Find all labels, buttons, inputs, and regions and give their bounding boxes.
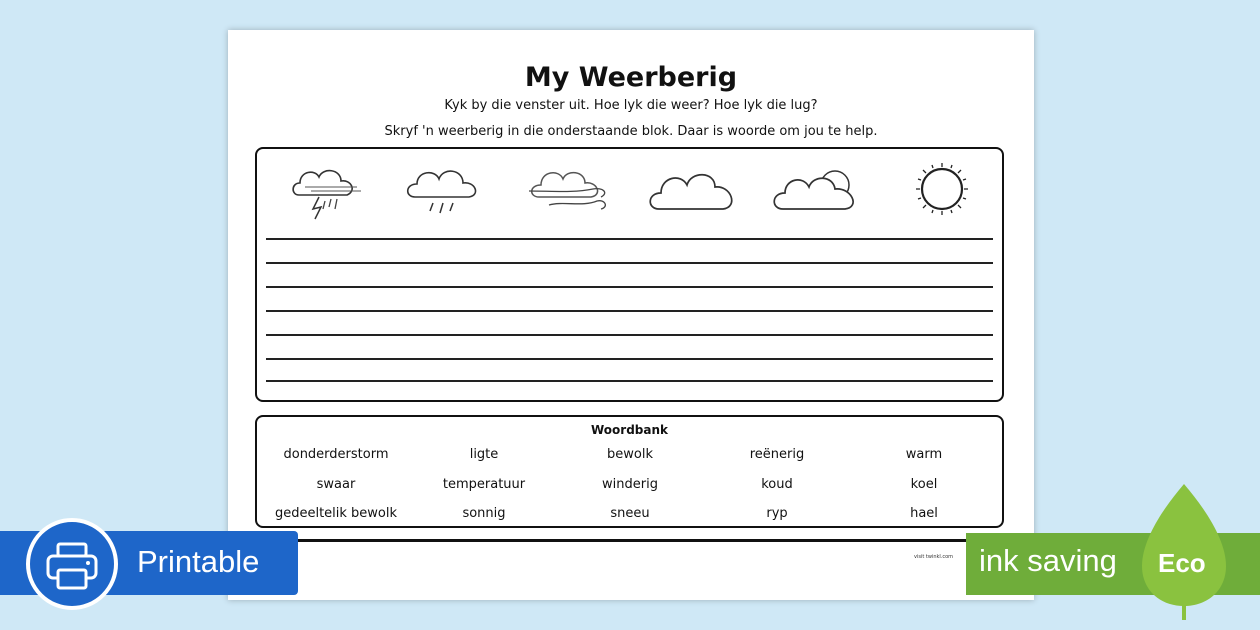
word-bank-word: ligte: [469, 447, 499, 462]
instruction-line-1: Kyk by die venster uit. Hoe lyk die weer? Hoe lyk die lug?: [444, 98, 818, 113]
storm-cloud-icon: [285, 157, 375, 227]
word-bank-title: Woordbank: [590, 423, 668, 437]
word-bank-word: ryp: [766, 506, 788, 521]
word-bank-word: sonnig: [462, 506, 506, 521]
ink-saving-label: ink saving: [979, 543, 1117, 578]
sun-behind-cloud-icon: [769, 157, 869, 227]
rain-cloud-icon: [403, 157, 493, 227]
weather-report-box: [255, 147, 1004, 402]
writing-line: [266, 286, 993, 288]
writing-line: [266, 262, 993, 264]
word-bank-word: bewolk: [607, 447, 653, 462]
word-bank-word: gedeeltelik bewolk: [274, 506, 398, 521]
writing-line: [266, 238, 993, 240]
writing-line: [266, 380, 993, 382]
writing-line: [266, 358, 993, 360]
printer-icon: [46, 542, 98, 590]
word-bank-word: temperatuur: [442, 477, 526, 492]
worksheet-title: My Weerberig: [524, 62, 738, 93]
instruction-line-2: Skryf 'n weerberig in die onderstaande blok. Daar is woorde om jou te help.: [384, 124, 878, 139]
word-bank-word: hael: [910, 506, 938, 521]
word-bank-word: sneeu: [610, 506, 650, 521]
footer-rule: [258, 539, 1004, 542]
writing-line: [266, 334, 993, 336]
word-bank-word: koud: [761, 477, 793, 492]
worksheet-page: [228, 30, 1034, 600]
eco-label: Eco: [1158, 548, 1206, 578]
word-bank-word: winderig: [602, 477, 658, 492]
word-bank-word: swaar: [316, 477, 356, 492]
word-bank-word: reënerig: [749, 447, 805, 462]
writing-line: [266, 310, 993, 312]
word-bank: [255, 415, 1004, 528]
footer-text: visit twinkl.com: [914, 554, 954, 560]
printable-label: Printable: [137, 544, 260, 579]
word-bank-word: donderderstorm: [283, 447, 389, 462]
weather-icon-row: [257, 157, 1002, 227]
word-bank-word: koel: [910, 477, 938, 492]
sun-icon: [907, 157, 977, 227]
cloud-icon: [645, 157, 745, 227]
windy-cloud-icon: [523, 157, 623, 227]
printable-icon-circle: [26, 518, 118, 610]
word-bank-word: warm: [905, 447, 943, 462]
